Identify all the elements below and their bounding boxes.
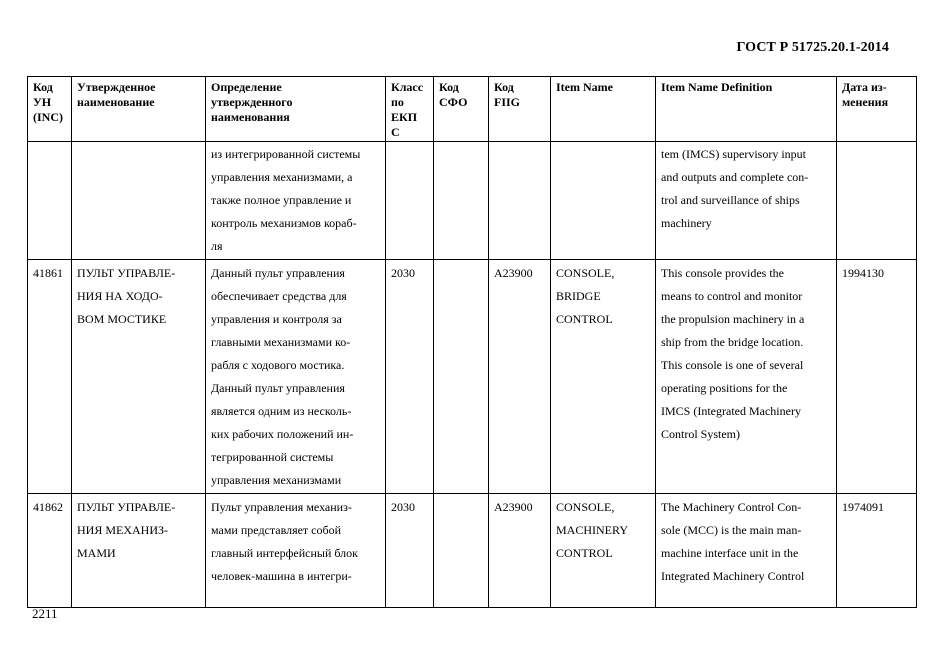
cell-fiig: A23900 bbox=[489, 260, 551, 494]
cell-definition: из интегрированной системы управления механизмами, а также полное управление и контроль механизмов кораб- ля bbox=[206, 142, 386, 260]
col-header-class: Класс по ЕКП С bbox=[386, 77, 434, 142]
cell-definition: Данный пульт управления обеспечивает средства для управления и контроля за главными механизмами ко- рабля с ходового мостика. Данный пульт управления является одним из несколь- ких рабочих положений ин- тегрированной системы управления механизмами bbox=[206, 260, 386, 494]
col-header-approved-name: Утвержденное наименование bbox=[72, 77, 206, 142]
cell-item-definition: The Machinery Control Con- sole (MCC) is the main man- machine interface unit in the Integrated Machinery Control bbox=[656, 494, 837, 608]
cell-item-name: CONSOLE, MACHINERY CONTROL bbox=[551, 494, 656, 608]
cell-fiig: A23900 bbox=[489, 494, 551, 608]
cell-inc: 41861 bbox=[28, 260, 72, 494]
cell-approved-name: ПУЛЬТ УПРАВЛЕ- НИЯ МЕХАНИЗ- МАМИ bbox=[72, 494, 206, 608]
col-header-sfo: Код СФО bbox=[434, 77, 489, 142]
col-header-item-definition: Item Name Definition bbox=[656, 77, 837, 142]
table-row bbox=[28, 142, 917, 260]
cell-date bbox=[837, 142, 917, 260]
col-header-date: Дата из- менения bbox=[837, 77, 917, 142]
page-number: 2211 bbox=[32, 606, 58, 621]
col-header-definition: Определение утвержденного наименования bbox=[206, 77, 386, 142]
cell-fiig bbox=[489, 142, 551, 260]
cell-sfo bbox=[434, 142, 489, 260]
cell-inc: 41862 bbox=[28, 494, 72, 608]
table-row bbox=[28, 260, 917, 494]
cell-definition: Пульт управления механиз- мами представляет собой главный интерфейсный блок человек-машина в интегри- bbox=[206, 494, 386, 608]
cell-class: 2030 bbox=[386, 494, 434, 608]
catalog-table bbox=[27, 76, 917, 608]
cell-date: 1974091 bbox=[837, 494, 917, 608]
cell-item-definition: tem (IMCS) supervisory input and outputs and complete con- trol and surveillance of ships machinery bbox=[656, 142, 837, 260]
col-header-item-name: Item Name bbox=[551, 77, 656, 142]
cell-inc bbox=[28, 142, 72, 260]
cell-sfo bbox=[434, 494, 489, 608]
cell-class bbox=[386, 142, 434, 260]
table-row bbox=[28, 494, 917, 608]
cell-item-definition: This console provides the means to control and monitor the propulsion machinery in a ship from the bridge location. This console is one of several operating positions for the IMCS (Integrated Machinery Control System) bbox=[656, 260, 837, 494]
cell-sfo bbox=[434, 260, 489, 494]
col-header-fiig: Код FIIG bbox=[489, 77, 551, 142]
cell-item-name bbox=[551, 142, 656, 260]
cell-approved-name: ПУЛЬТ УПРАВЛЕ- НИЯ НА ХОДО- ВОМ МОСТИКЕ bbox=[72, 260, 206, 494]
document-standard-header: ГОСТ Р 51725.20.1-2014 bbox=[736, 40, 889, 55]
cell-date: 1994130 bbox=[837, 260, 917, 494]
cell-item-name: CONSOLE, BRIDGE CONTROL bbox=[551, 260, 656, 494]
cell-approved-name bbox=[72, 142, 206, 260]
cell-class: 2030 bbox=[386, 260, 434, 494]
table-header-row bbox=[28, 77, 917, 142]
col-header-inc: Код УН (INC) bbox=[28, 77, 72, 142]
